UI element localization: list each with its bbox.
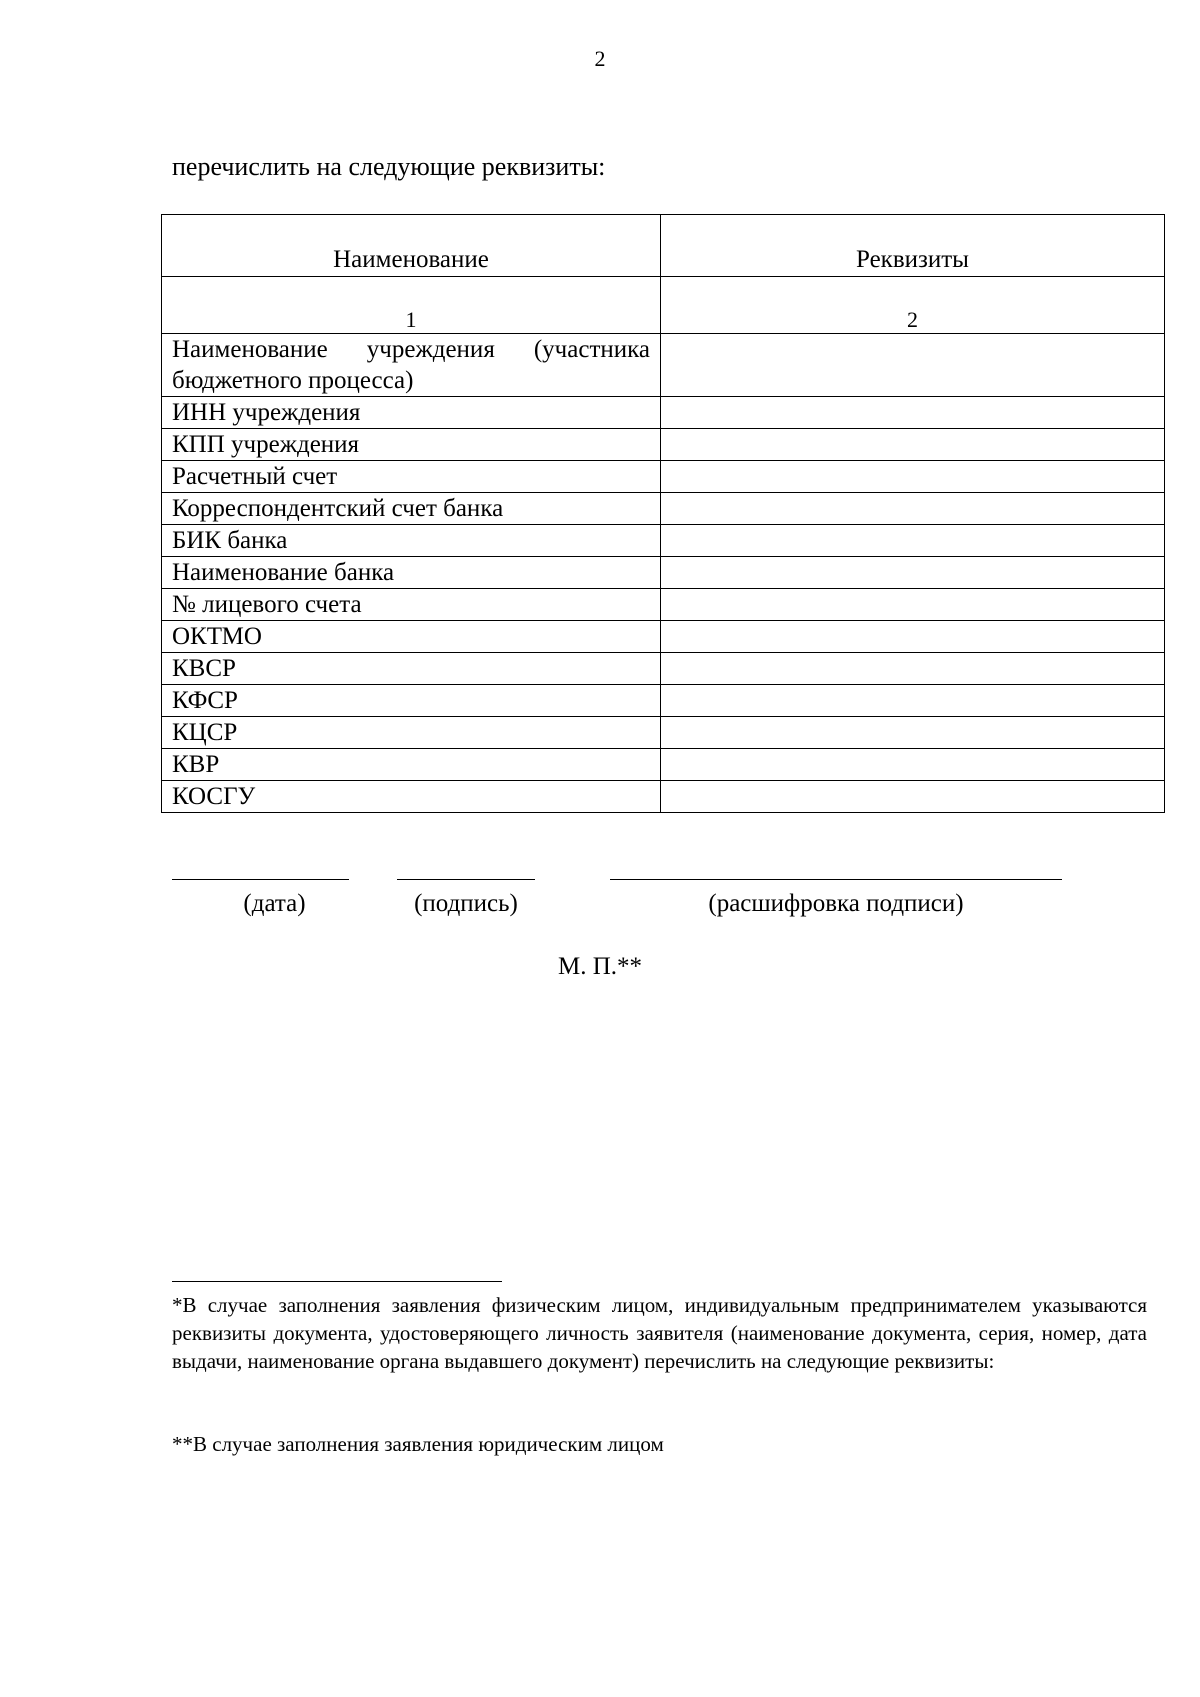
row-value[interactable] [661, 557, 1165, 589]
row-label: ИНН учреждения [162, 397, 661, 429]
row-label: КОСГУ [162, 781, 661, 813]
row-label: КФСР [162, 685, 661, 717]
table-row [162, 781, 1165, 813]
row-value[interactable] [661, 461, 1165, 493]
column-number-2: 2 [661, 277, 1165, 334]
table-row [162, 557, 1165, 589]
row-label: БИК банка [162, 525, 661, 557]
table-row [162, 429, 1165, 461]
table-row [162, 653, 1165, 685]
header-requisites: Реквизиты [661, 215, 1165, 277]
table-row [162, 493, 1165, 525]
column-number-1: 1 [162, 277, 661, 334]
date-label: (дата) [243, 890, 306, 917]
row-value[interactable] [661, 653, 1165, 685]
row-value[interactable] [661, 717, 1165, 749]
row-value[interactable] [661, 621, 1165, 653]
row-value[interactable] [661, 397, 1165, 429]
row-value[interactable] [661, 525, 1165, 557]
column-number-row [162, 277, 1165, 334]
row-label: Наименование учреждения (участника бюджетного процесса) [162, 334, 661, 397]
row-value[interactable] [661, 781, 1165, 813]
table-row [162, 749, 1165, 781]
row-value[interactable] [661, 685, 1165, 717]
requisites-table [161, 214, 1165, 813]
row-label: КЦСР [162, 717, 661, 749]
table-row [162, 397, 1165, 429]
date-signature-line[interactable] [172, 879, 349, 880]
table-header-row [162, 215, 1165, 277]
row-label: КВР [162, 749, 661, 781]
row-label: КПП учреждения [162, 429, 661, 461]
transcript-signature-line[interactable] [610, 879, 1062, 880]
table-row [162, 621, 1165, 653]
intro-text: перечислить на следующие реквизиты: [172, 152, 606, 181]
row-value[interactable] [661, 334, 1165, 397]
table-row [162, 589, 1165, 621]
row-label: Расчетный счет [162, 461, 661, 493]
row-value[interactable] [661, 589, 1165, 621]
transcript-label: (расшифровка подписи) [708, 890, 964, 917]
footnote-legal-entity: **В случае заполнения заявления юридическим лицом [172, 1432, 664, 1456]
footnote-divider [172, 1281, 502, 1282]
table-row [162, 685, 1165, 717]
stamp-place: М. П.** [557, 953, 643, 980]
row-label: Корреспондентский счет банка [162, 493, 661, 525]
table-row [162, 717, 1165, 749]
page-number: 2 [594, 46, 606, 71]
row-value[interactable] [661, 493, 1165, 525]
row-label: КВСР [162, 653, 661, 685]
row-label: № лицевого счета [162, 589, 661, 621]
footnote-individual: *В случае заполнения заявления физическим лицом, индивидуальным предпринимателем указываются реквизиты документа, удостоверяющего личность заявителя (наименование документа, серия, номер, дата выдачи, наименование органа выдавшего документ) перечислить на следующие реквизиты: [172, 1293, 1147, 1373]
signature-label: (подпись) [414, 890, 518, 917]
row-value[interactable] [661, 749, 1165, 781]
row-value[interactable] [661, 429, 1165, 461]
table-row [162, 461, 1165, 493]
table-row [162, 334, 1165, 397]
signature-line[interactable] [397, 879, 535, 880]
header-name: Наименование [162, 215, 661, 277]
row-label: ОКТМО [162, 621, 661, 653]
table-row [162, 525, 1165, 557]
row-label: Наименование банка [162, 557, 661, 589]
